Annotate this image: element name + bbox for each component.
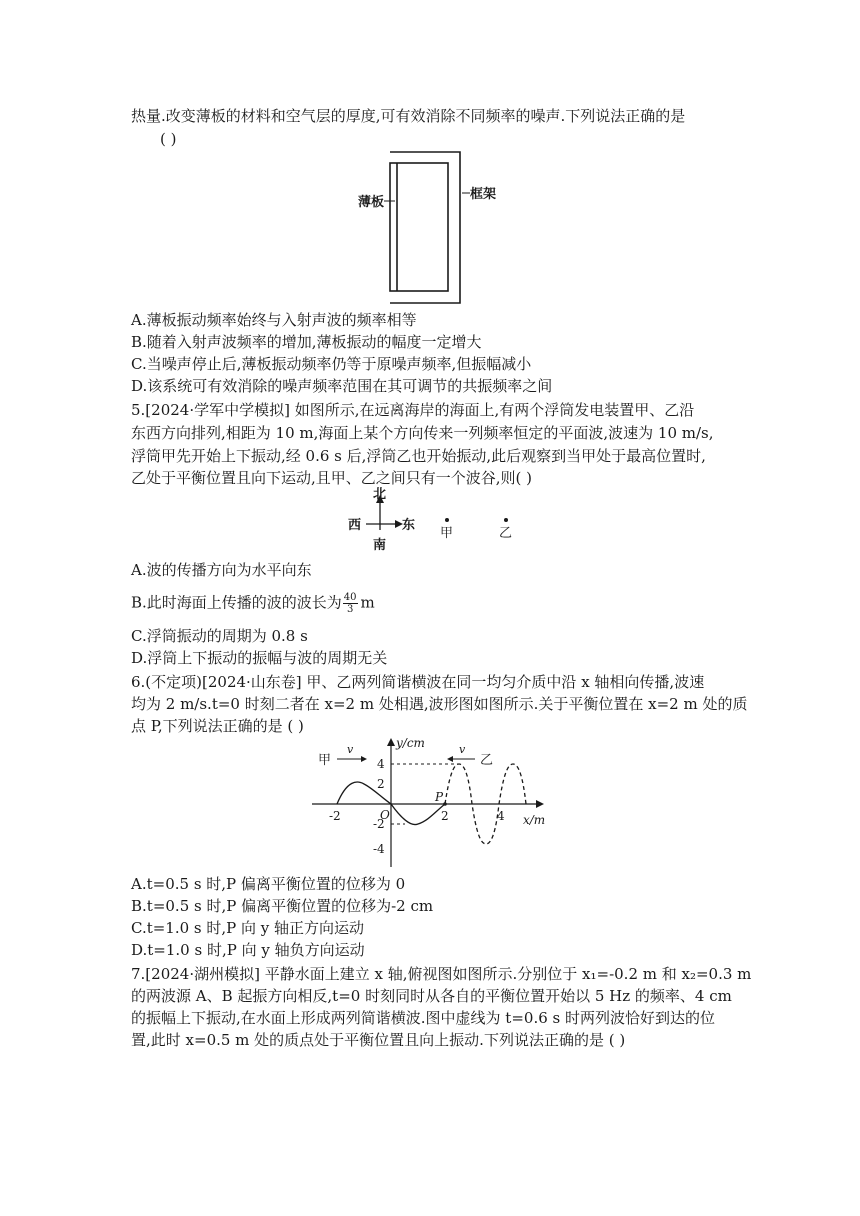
frame-label: 框架	[470, 187, 497, 202]
q5-stem-line-3: 浮筒甲先开始上下振动,经 0.6 s 后,浮筒乙也开始振动,此后观察到当甲处于最高位置时,	[131, 447, 706, 465]
q4-option-d: D.该系统可有效消除的噪声频率范围在其可调节的共振频率之间	[131, 377, 553, 395]
north-label: 北	[373, 487, 387, 502]
wave-jia-label: 甲	[318, 753, 332, 768]
frame-outline	[390, 152, 460, 303]
board-label: 薄板	[358, 195, 385, 210]
y-tick-4: 4	[377, 757, 385, 771]
east-label: 东	[402, 518, 416, 533]
q5-stem-line-2: 东西方向排列,相距为 10 m,海面上某个方向传来一列频率恒定的平面波,波速为 10 m/s,	[131, 424, 714, 442]
x-tick-neg2: -2	[329, 809, 341, 823]
q6-stem-line-3: 点 P,下列说法正确的是 ( )	[131, 717, 304, 735]
wavelength-fraction: $\frac{40}{3}$	[343, 592, 357, 615]
y-tick-2: 2	[377, 777, 385, 791]
q6-option-c: C.t=1.0 s 时,P 向 y 轴正方向运动	[131, 919, 365, 937]
buoy-jia-label: 甲	[440, 526, 454, 541]
q6-stem-line-1: 6.(不定项)[2024·山东卷] 甲、乙两列简谐横波在同一均匀介质中沿 x 轴相向传播,波速	[131, 673, 705, 691]
y-tick-neg4: -4	[373, 842, 385, 856]
q5-stem-line-1: 5.[2024·学军中学模拟] 如图所示,在远离海岸的海面上,有两个浮筒发电装置甲、乙沿	[131, 401, 695, 419]
south-label: 南	[373, 538, 387, 553]
q6-option-d: D.t=1.0 s 时,P 向 y 轴负方向运动	[131, 941, 365, 959]
q5-option-c: C.浮筒振动的周期为 0.8 s	[131, 627, 308, 645]
buoy-yi-dot	[504, 518, 508, 522]
q5-option-d: D.浮筒上下振动的振幅与波的周期无关	[131, 649, 388, 667]
x-tick-2: 2	[441, 809, 449, 823]
q6-option-b: B.t=0.5 s 时,P 偏离平衡位置的位移为-2 cm	[131, 897, 434, 915]
y-tick-neg2: -2	[373, 817, 385, 831]
q7-stem-line-4: 置,此时 x=0.5 m 处的质点处于平衡位置且向上振动.下列说法正确的是 ( )	[131, 1031, 626, 1049]
q6-stem-line-2: 均为 2 m/s.t=0 时刻二者在 x=2 m 处相遇,波形图如图所示.关于平衡位置在 x=2 m 处的质	[131, 695, 748, 713]
q4-answer-blank: ( )	[160, 130, 177, 148]
q4-option-a: A.薄板振动频率始终与入射声波的频率相等	[131, 311, 417, 329]
q5-figure-compass	[340, 486, 540, 554]
q4-option-c: C.当噪声停止后,薄板振动频率仍等于原噪声频率,但振幅减小	[131, 355, 532, 373]
wave-yi-label: 乙	[480, 753, 494, 768]
air-layer-box	[390, 163, 448, 291]
wave-jia-velocity: v	[347, 743, 354, 756]
q4-figure-board-frame	[350, 145, 510, 310]
q7-stem-line-1: 7.[2024·湖州模拟] 平静水面上建立 x 轴,俯视图如图所示.分别位于 x₁=-0.2 m 和 x₂=0.3 m	[131, 965, 752, 983]
q5-option-b: B.此时海面上传播的波的波长为 $\frac{40}{3}$ m	[131, 592, 375, 615]
q7-stem-line-2: 的两波源 A、B 起振方向相反,t=0 时刻同时从各自的平衡位置开始以 5 Hz 的频率、4 cm	[131, 987, 732, 1005]
q4-option-b: B.随着入射声波频率的增加,薄板振动的幅度一定增大	[131, 333, 482, 351]
q5-stem-line-4: 乙处于平衡位置且向下运动,且甲、乙之间只有一个波谷,则( )	[131, 469, 533, 487]
x-tick-4: 4	[497, 809, 505, 823]
q4-stem-tail: 热量.改变薄板的材料和空气层的厚度,可有效消除不同频率的噪声.下列说法正确的是	[131, 107, 686, 125]
point-p-dot	[443, 802, 447, 806]
wave-yi-velocity: v	[459, 743, 466, 756]
y-axis-label: y/cm	[396, 736, 425, 750]
q6-wave-graph	[310, 733, 560, 871]
q6-option-a: A.t=0.5 s 时,P 偏离平衡位置的位移为 0	[131, 875, 406, 893]
buoy-jia-dot	[445, 518, 449, 522]
q5-option-a: A.波的传播方向为水平向东	[131, 561, 312, 579]
west-label: 西	[348, 518, 362, 533]
point-p-label: P	[435, 790, 444, 804]
q7-stem-line-3: 的振幅上下振动,在水面上形成两列简谐横波.图中虚线为 t=0.6 s 时两列波恰好到达的位	[131, 1009, 715, 1027]
buoy-yi-label: 乙	[499, 526, 513, 541]
origin-label: O	[380, 808, 390, 822]
x-axis-label: x/m	[523, 813, 546, 827]
